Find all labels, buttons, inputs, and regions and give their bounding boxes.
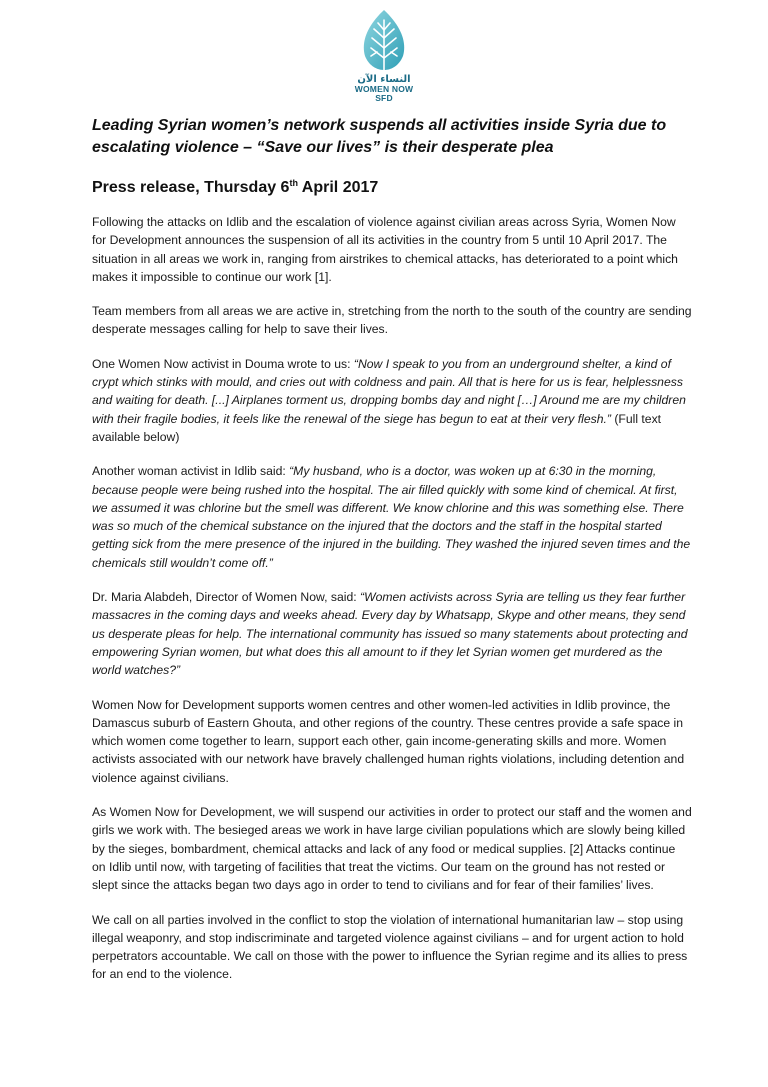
paragraph-4-quote: “My husband, who is a doctor, was woken up at 6:30 in the morning, because people were being rushed into the hospital. The air filled quickly with some kind of chemical. At first, we assumed it was chlorine but the smell was different. We know chlorine and this was something else. There was so much of the chemical substance on the injured that the doctors and the staff in the hospital started getting sick from the mere presence of the injured in the building. They washed the injured seven times and the chemicals still wouldn’t come off.” [92, 464, 691, 570]
paragraph-8: We call on all parties involved in the conflict to stop the violation of international humanitarian law – stop using illegal weaponry, and stop indiscriminate and targeted violence against civilians – and for urgent action to hold perpetrators accountable. We call on those with the power to influence the Syrian regime and its allies to press for an end to the violence. [92, 912, 688, 982]
paragraph-6: Women Now for Development supports women centres and other women-led activities in Idlib province, the Damascus suburb of Eastern Ghouta, and other regions of the country. These centres provide a safe space in which women come together to learn, support each other, gain income-generating skills and more. Women activists associated with our network have bravely challenged human rights violations, including detention and violence against civilians. [92, 697, 685, 785]
leaf-tree-icon [359, 8, 409, 74]
paragraph-7: As Women Now for Development, we will suspend our activities in order to protect our staff and the women and girls we work with. The besieged areas we work in have large civilian populations which are slowly being killed by the sieges, bombardment, chemical attacks and lack of any food or medical supplies. [2] Attacks continue on Idlib until now, with targeting of facilities that treat the victims. Our team on the ground has not rested or slept since the attacks began two days ago in order to tend to civilians and for fear of their families’ lives. [92, 805, 692, 893]
press-release-body [92, 115, 692, 984]
paragraph-5-quote: “Women activists across Syria are telling us they fear further massacres in the coming days and weeks ahead. Every day by Whatsapp, Skype and other means, they send us desperate pleas for help. The international community has issued so many statements about protecting and empowering Syrian women, but what does this all amount to if they let Syrian women get murdered as the world watches?” [92, 590, 688, 678]
paragraph-2: Team members from all areas we are active in, stretching from the north to the south of the country are sending desperate messages calling for help to save their lives. [92, 304, 692, 337]
logo-sub: SFD [375, 93, 393, 103]
release-date [92, 177, 692, 199]
headline: Leading Syrian women’s network suspends all activities inside Syria due to escalating violence – “Save our lives” is their desperate plea [92, 117, 667, 156]
paragraph-1: Following the attacks on Idlib and the escalation of violence against civilian areas across Syria, Women Now for Development announces the suspension of all its activities in the country from 5 until 10 April 2017. The situation in all areas we work in, ranging from airstrikes to chemical attacks, has deteriorated to a point which makes it impossible to continue our work [1]. [92, 215, 678, 284]
paragraph-5-intro: Dr. Maria Alabdeh, Director of Women Now, said: [92, 590, 361, 605]
logo-arabic-text: النساء الآن [357, 74, 411, 85]
paragraph-4-intro: Another woman activist in Idlib said: [92, 464, 290, 479]
logo-name: WOMEN NOW [354, 84, 414, 94]
paragraph-3-quote: “Now I speak to you from an underground shelter, a kind of crypt which stinks with mould, and cries out with coldness and pain. All that is here for us is fear, helplessness and waiting for death. [...] Airplanes torment us, dropping bombs day and night […] Around me are my children with their fragile bodies, it feels like the renewal of the siege has begun to eat at their very flesh.” [92, 356, 686, 426]
paragraph-5 [92, 588, 692, 679]
date-prefix: Press release, Thursday 6 [92, 179, 290, 196]
logo [334, 8, 434, 120]
paragraph-4 [92, 462, 692, 572]
date-ordinal: th [289, 178, 298, 188]
paragraph-3-tail: (Full text available below) [92, 411, 662, 444]
paragraph-3 [92, 355, 692, 446]
date-suffix: April 2017 [297, 179, 379, 196]
paragraph-3-intro: One Women Now activist in Douma wrote to us: [92, 356, 354, 371]
